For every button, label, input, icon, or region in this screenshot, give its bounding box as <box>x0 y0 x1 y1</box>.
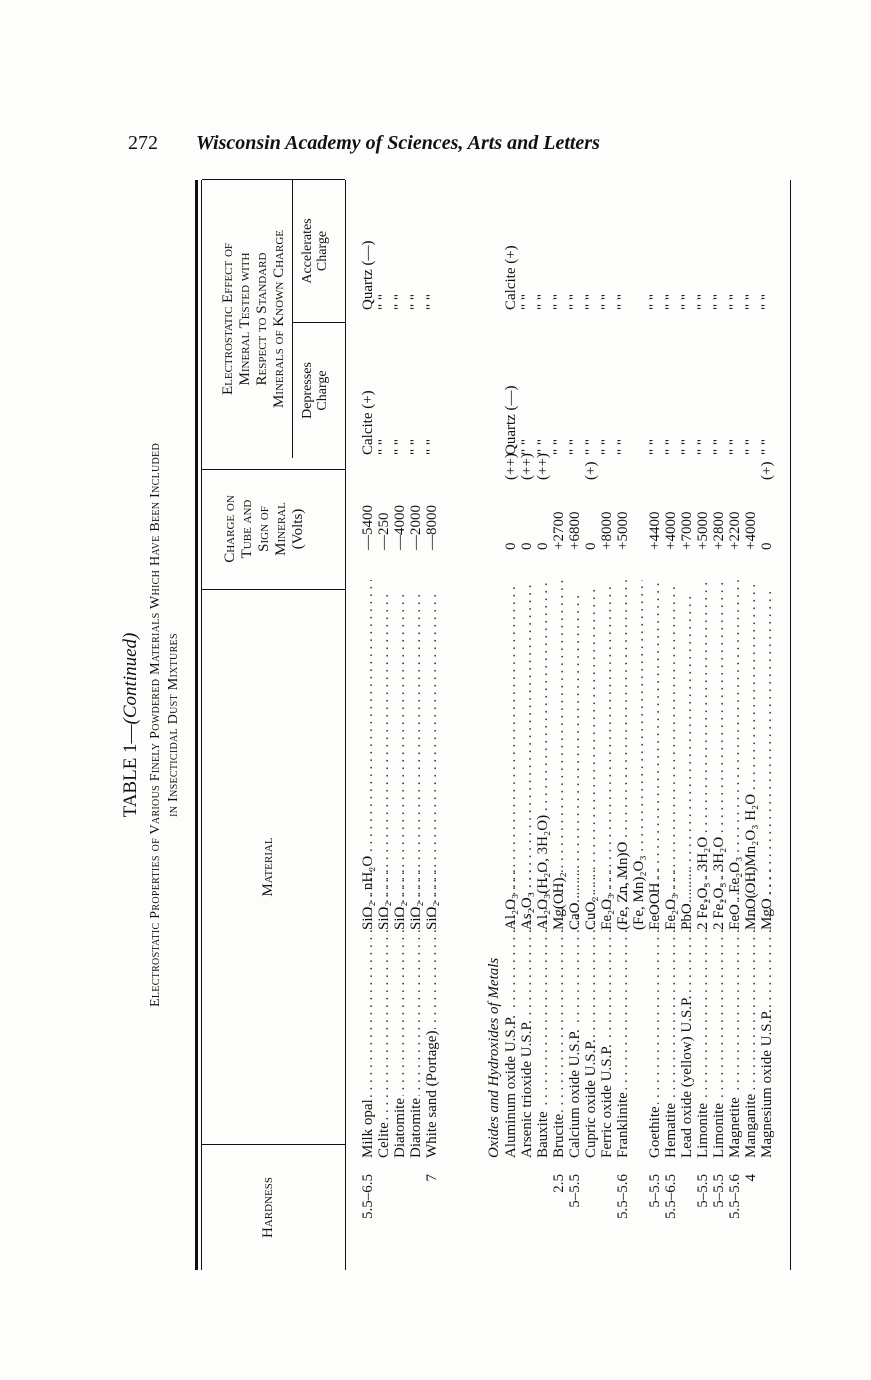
table-row <box>424 180 440 1270</box>
cell-formula: Mg(OH)₂ . . . <box>551 580 567 930</box>
cell-volts: +5000 <box>695 511 711 550</box>
cell-accelerates: " " <box>408 294 424 310</box>
running-head <box>128 132 728 162</box>
cell-volts: +6800 <box>567 511 583 550</box>
cell-accelerates: " " <box>647 294 663 310</box>
table-row <box>583 180 599 1270</box>
cell-accelerates: " " <box>583 294 599 310</box>
material-name: Diatomite <box>392 1098 408 1158</box>
cell-formula: SiO₂ . . . <box>408 580 424 930</box>
cell-accelerates: " " <box>615 294 631 310</box>
cell-formula: SiO₂ . . . <box>392 580 408 930</box>
cell-formula: Al₂O₃(H₂O, 3H₂O) . . . <box>535 580 551 930</box>
material-name: Limonite <box>711 1103 727 1158</box>
cell-depresses: " " <box>647 439 663 455</box>
table-row <box>519 180 535 1270</box>
bottom-rule <box>790 180 791 1270</box>
cell-volts: +2700 <box>551 511 567 550</box>
page-number: 272 <box>128 132 158 154</box>
cell-hardness: 2.5 <box>551 1174 567 1193</box>
material-name: Magnesium oxide U.S.P. <box>759 1009 775 1158</box>
cell-depresses: " " <box>424 439 440 455</box>
top-rule-thin <box>201 180 202 1270</box>
cell-formula: SiO₂ . . . <box>424 580 440 930</box>
table-row <box>360 180 376 1270</box>
cell-accelerates: " " <box>424 294 440 310</box>
cell-formula: As₂O₃ . . . <box>519 580 535 930</box>
cell-depresses: " " <box>535 439 551 455</box>
cell-depresses: " " <box>727 439 743 455</box>
cell-sign: (+) <box>759 461 775 480</box>
cell-formula: PbO . . . <box>679 580 695 930</box>
cell-accelerates: " " <box>376 294 392 310</box>
cell-depresses: " " <box>519 439 535 455</box>
cell-hardness: 5.5–6.5 <box>663 1174 679 1219</box>
table-continued: (Continued) <box>120 632 141 725</box>
cell-formula: (Fe, Mn)₂O₃ . . . <box>631 580 647 930</box>
material-name <box>631 1156 647 1158</box>
cell-volts: —4000 <box>392 505 408 550</box>
cell-depresses: " " <box>376 439 392 455</box>
cell-depresses: " " <box>711 439 727 455</box>
cell-formula: Al₂O₃ . . . <box>503 580 519 930</box>
cell-hardness: 7 <box>424 1174 440 1182</box>
header-charge <box>222 470 307 588</box>
table-row <box>551 180 567 1270</box>
cell-depresses: " " <box>615 439 631 455</box>
cell-accelerates: " " <box>567 294 583 310</box>
table-row <box>711 180 727 1270</box>
header-effect-line: Electrostatic Effect of <box>220 242 236 396</box>
table-number-text: TABLE 1— <box>120 724 141 818</box>
header-effect-line: Mineral Tested with <box>237 252 253 386</box>
table-title-line1: Electrostatic Properties of Various Finely Powdered Materials Which Have Been Included <box>148 443 163 1007</box>
cell-formula: CuO₂ . . . <box>583 580 599 930</box>
material-name: Milk opal <box>360 1099 376 1158</box>
cell-accelerates: " " <box>727 294 743 310</box>
cell-hardness: 5–5.5 <box>695 1174 711 1208</box>
cell-formula: Fe₂O₃ . . . <box>663 580 679 930</box>
cell-depresses: Quartz (—) <box>503 385 519 455</box>
material-name: Brucite <box>551 1113 567 1158</box>
material-name: Lead oxide (yellow) U.S.P. <box>679 995 695 1158</box>
cell-depresses: " " <box>759 439 775 455</box>
cell-accelerates: " " <box>599 294 615 310</box>
cell-volts: +5000 <box>615 511 631 550</box>
cell-accelerates: Calcite (+) <box>503 245 519 310</box>
header-depresses-line: Charge <box>315 370 330 411</box>
top-double-rule <box>195 180 198 1270</box>
cell-volts: +7000 <box>679 511 695 550</box>
material-name: Bauxite <box>535 1111 551 1158</box>
cell-accelerates: " " <box>679 294 695 310</box>
cell-sign: (++) <box>535 453 551 480</box>
cell-volts: 0 <box>519 542 535 550</box>
table-row <box>599 180 615 1270</box>
cell-depresses: " " <box>583 439 599 455</box>
header-depresses <box>300 323 330 458</box>
cell-accelerates: " " <box>695 294 711 310</box>
cell-volts: 0 <box>535 542 551 550</box>
cell-depresses: " " <box>551 439 567 455</box>
cell-depresses: " " <box>567 439 583 455</box>
header-hardness: Hardness <box>260 1177 276 1238</box>
material-name: Celite <box>376 1122 392 1158</box>
cell-formula: 2 Fe₂O₃ . 3H₂O . . . <box>695 580 711 930</box>
cell-formula: SiO₂ . . . <box>376 580 392 930</box>
header-charge-line: Charge on <box>222 495 238 563</box>
table-row <box>615 180 631 1270</box>
header-material: Material <box>260 837 276 897</box>
table-row <box>727 180 743 1270</box>
header-depresses-line: Depresses <box>300 362 315 419</box>
table-row <box>535 180 551 1270</box>
cell-depresses: " " <box>663 439 679 455</box>
cell-volts: +4000 <box>663 511 679 550</box>
cell-accelerates: " " <box>551 294 567 310</box>
header-accelerates <box>300 180 330 322</box>
cell-accelerates: " " <box>535 294 551 310</box>
cell-accelerates: " " <box>711 294 727 310</box>
header-charge-line: Tube and <box>239 499 255 559</box>
cell-hardness: 5.5–6.5 <box>360 1174 376 1219</box>
cell-volts: 0 <box>759 542 775 550</box>
cell-hardness: 5–5.5 <box>567 1174 583 1208</box>
material-name: Limonite <box>695 1103 711 1158</box>
material-name: Aluminum oxide U.S.P. <box>503 1015 519 1158</box>
table-row <box>759 180 775 1270</box>
header-accelerates-line: Charge <box>315 230 330 272</box>
cell-formula: Fe₂O₃ . . . <box>599 580 615 930</box>
cell-accelerates: " " <box>519 294 535 310</box>
journal-title: Wisconsin Academy of Sciences, Arts and Letters <box>196 132 600 154</box>
cell-hardness: 5–5.5 <box>711 1174 727 1208</box>
rotated-table <box>120 180 800 1270</box>
header-charge-line: (Volts) <box>290 508 306 550</box>
material-name: Calcium oxide U.S.P. <box>567 1029 583 1158</box>
cell-formula: FeO . Fe₂O₃ . . . <box>727 580 743 930</box>
table-row <box>376 180 392 1270</box>
cell-depresses: " " <box>695 439 711 455</box>
cell-volts: —250 <box>376 512 392 550</box>
material-name: White sand (Portage) <box>424 1030 440 1158</box>
header-accelerates-line: Accelerates <box>300 218 315 284</box>
material-name: Manganite <box>743 1093 759 1158</box>
material-name: Magnetite <box>727 1097 743 1158</box>
cell-volts: 0 <box>583 542 599 550</box>
table-row <box>567 180 583 1270</box>
cell-formula: CaO . . . <box>567 580 583 930</box>
table-row <box>408 180 424 1270</box>
cell-accelerates: " " <box>663 294 679 310</box>
material-name: Hematite <box>663 1103 679 1158</box>
cell-sign: (++) <box>503 453 519 480</box>
cell-hardness: 5.5–5.6 <box>615 1174 631 1219</box>
table-row <box>743 180 759 1270</box>
cell-hardness: 4 <box>743 1174 759 1182</box>
cell-formula: MnO(OH)Mn₂O₃ H₂O . . . <box>743 580 759 930</box>
table-row <box>503 180 519 1270</box>
cell-formula: FeOOH . . . <box>647 580 663 930</box>
header-effect-line: Minerals of Known Charge <box>271 229 287 409</box>
cell-volts: +2800 <box>711 511 727 550</box>
cell-depresses: Calcite (+) <box>360 390 376 455</box>
cell-hardness: 5.5–5.6 <box>727 1174 743 1219</box>
cell-formula: MgO . . . <box>759 580 775 930</box>
cell-formula: SiO₂ . nH₂O . . . <box>360 580 376 930</box>
cell-volts: 0 <box>503 542 519 550</box>
cell-depresses: " " <box>743 439 759 455</box>
cell-volts: +2200 <box>727 511 743 550</box>
material-name: Arsenic trioxide U.S.P. <box>519 1020 535 1158</box>
cell-depresses: " " <box>679 439 695 455</box>
cell-depresses: " " <box>408 439 424 455</box>
cell-formula: 2 Fe₂O₃ . 3H₂O . . . <box>711 580 727 930</box>
cell-volts: +4000 <box>743 511 759 550</box>
table-number <box>120 180 142 1270</box>
cell-accelerates: " " <box>392 294 408 310</box>
cell-volts: —8000 <box>424 505 440 550</box>
cell-accelerates: " " <box>759 294 775 310</box>
cell-volts: —2000 <box>408 505 424 550</box>
section-title-oxides: Oxides and Hydroxides of Metals <box>486 957 502 1158</box>
table-row <box>647 180 663 1270</box>
cell-volts: —5400 <box>360 505 376 550</box>
header-bottom-rule <box>345 180 346 1270</box>
material-name: Ferric oxide U.S.P. <box>599 1044 615 1158</box>
material-name: Franklinite <box>615 1092 631 1158</box>
table-row <box>631 180 647 1270</box>
table-row <box>695 180 711 1270</box>
material-name: Diatomite <box>408 1098 424 1158</box>
cell-volts: +4400 <box>647 511 663 550</box>
table-row <box>663 180 679 1270</box>
cell-volts: +8000 <box>599 511 615 550</box>
cell-accelerates: Quartz (—) <box>360 240 376 310</box>
material-name: Cupric oxide U.S.P. <box>583 1039 599 1158</box>
header-effect <box>220 180 288 458</box>
table-row <box>392 180 408 1270</box>
material-name: Goethite <box>647 1106 663 1158</box>
cell-sign: (+) <box>583 461 599 480</box>
table-title-line2: in Insecticidal Dust Mixtures <box>166 633 181 817</box>
cell-hardness: 5–5.5 <box>647 1174 663 1208</box>
cell-formula: (Fe, Zn, Mn)O . . . <box>615 580 631 930</box>
effect-sub-rule <box>292 180 293 458</box>
header-effect-line: Respect to Standard <box>254 252 270 386</box>
cell-sign: (++) <box>519 453 535 480</box>
cell-depresses: " " <box>392 439 408 455</box>
header-charge-line: Sign of <box>256 506 272 552</box>
table-row <box>679 180 695 1270</box>
header-charge-line: Mineral <box>273 502 289 556</box>
cell-accelerates: " " <box>743 294 759 310</box>
cell-depresses: " " <box>599 439 615 455</box>
